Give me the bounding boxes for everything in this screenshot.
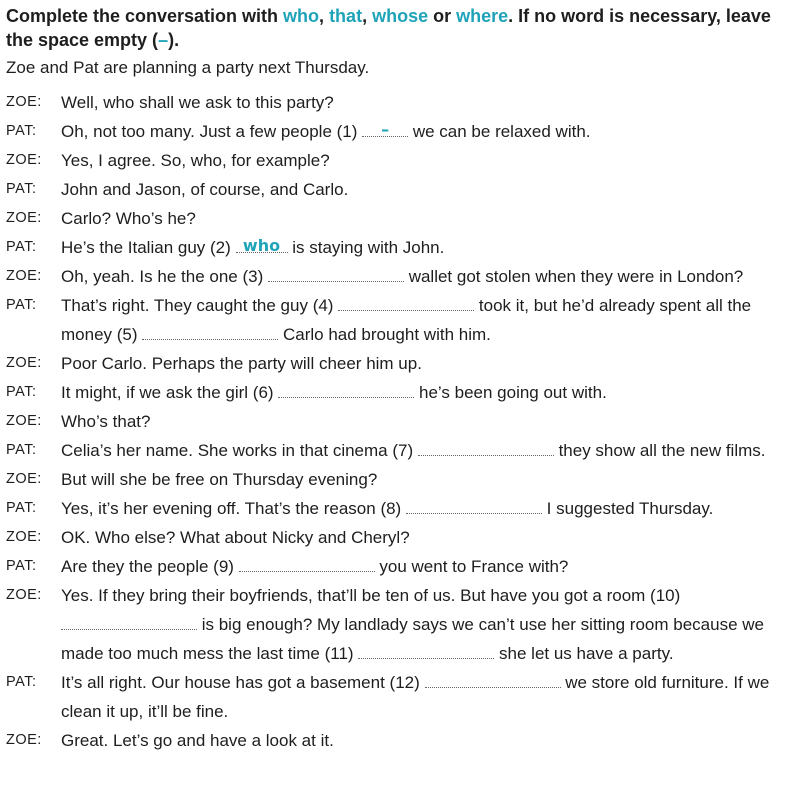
keyword-where: where bbox=[456, 6, 509, 26]
answer-blank-8[interactable] bbox=[406, 499, 542, 514]
line-text bbox=[61, 552, 796, 581]
line-text-part: Carlo had brought with him. bbox=[278, 325, 491, 344]
line-text bbox=[61, 668, 796, 726]
keyword-dash: – bbox=[158, 30, 169, 50]
line-text bbox=[61, 233, 796, 262]
speaker-zoe: ZOE: bbox=[6, 355, 42, 371]
instructions-text: Complete the conversation with bbox=[6, 6, 284, 26]
dialogue-turn bbox=[6, 233, 796, 262]
line-text bbox=[61, 378, 796, 407]
keyword-whose: whose bbox=[372, 6, 429, 26]
line-text-part: she let us have a party. bbox=[494, 644, 674, 663]
speaker-zoe: ZOE: bbox=[6, 529, 42, 545]
line-text-part: they show all the new films. bbox=[553, 441, 766, 460]
line-text bbox=[61, 436, 796, 465]
line-text: John and Jason, of course, and Carlo. bbox=[61, 180, 349, 199]
line-text: But will she be free on Thursday evening? bbox=[61, 470, 378, 489]
answer-blank-12[interactable] bbox=[425, 673, 561, 688]
line-text: Poor Carlo. Perhaps the party will cheer him up. bbox=[61, 354, 422, 373]
line-text: Who’s that? bbox=[61, 412, 151, 431]
line-text-part: That’s right. They caught the guy (4) bbox=[61, 296, 339, 315]
answer-blank-5[interactable] bbox=[142, 325, 278, 340]
speaker-zoe: ZOE: bbox=[6, 268, 42, 284]
line-text-part: Celia’s her name. She works in that cinema (7) bbox=[61, 441, 418, 460]
line-text bbox=[61, 117, 796, 146]
answer-blank-1[interactable] bbox=[362, 122, 408, 137]
speaker-pat: PAT: bbox=[6, 297, 37, 313]
line-text-part: wallet got stolen when they were in London? bbox=[403, 267, 744, 286]
dialogue-turn bbox=[6, 204, 796, 233]
speaker-zoe: ZOE: bbox=[6, 210, 42, 226]
answer-1: – bbox=[381, 120, 390, 139]
dialogue-turn bbox=[6, 465, 796, 494]
answer-blank-11[interactable] bbox=[358, 644, 494, 659]
line-text-part: It might, if we ask the girl (6) bbox=[61, 383, 279, 402]
line-text-part: he’s been going out with. bbox=[414, 383, 607, 402]
speaker-zoe: ZOE: bbox=[6, 413, 42, 429]
speaker-pat: PAT: bbox=[6, 384, 37, 400]
dialogue-turn bbox=[6, 117, 796, 146]
speaker-zoe: ZOE: bbox=[6, 94, 42, 110]
line-text: Great. Let’s go and have a look at it. bbox=[61, 731, 334, 750]
dialogue-turn bbox=[6, 494, 796, 523]
line-text-part: we can be relaxed with. bbox=[408, 122, 591, 141]
dialogue-turn bbox=[6, 668, 796, 726]
line-text-part: Yes, it’s her evening off. That’s the reason (8) bbox=[61, 499, 406, 518]
line-text bbox=[61, 494, 796, 523]
answer-blank-4[interactable] bbox=[338, 296, 474, 311]
intro-text: Zoe and Pat are planning a party next Thursday. bbox=[6, 58, 370, 77]
speaker-pat: PAT: bbox=[6, 123, 37, 139]
line-text-part: you went to France with? bbox=[374, 557, 569, 576]
line-text-part: took it, but he’d already spent all the money (5) bbox=[61, 296, 752, 344]
dialogue-turn bbox=[6, 291, 796, 349]
line-text bbox=[61, 291, 796, 349]
dialogue bbox=[6, 88, 796, 755]
speaker-pat: PAT: bbox=[6, 558, 37, 574]
line-text: Well, who shall we ask to this party? bbox=[61, 93, 334, 112]
dialogue-turn bbox=[6, 175, 796, 204]
dialogue-turn bbox=[6, 378, 796, 407]
speaker-pat: PAT: bbox=[6, 674, 37, 690]
speaker-pat: PAT: bbox=[6, 442, 37, 458]
line-text-part: I suggested Thursday. bbox=[541, 499, 714, 518]
line-text-part: is big enough? My landlady says we can’t use her sitting room because we made too much mess the last time (11) bbox=[61, 615, 764, 663]
dialogue-turn bbox=[6, 146, 796, 175]
dialogue-turn bbox=[6, 262, 796, 291]
line-text-part: Are they the people (9) bbox=[61, 557, 239, 576]
line-text bbox=[61, 262, 796, 291]
line-text bbox=[61, 581, 796, 668]
answer-blank-2[interactable] bbox=[236, 238, 288, 253]
speaker-pat: PAT: bbox=[6, 181, 37, 197]
keyword-who: who bbox=[283, 6, 320, 26]
answer-blank-6[interactable] bbox=[278, 383, 414, 398]
dialogue-turn bbox=[6, 436, 796, 465]
speaker-zoe: ZOE: bbox=[6, 587, 42, 603]
dialogue-turn bbox=[6, 726, 796, 755]
separator: , bbox=[319, 6, 330, 26]
line-text-part: He’s the Italian guy (2) bbox=[61, 238, 236, 257]
speaker-pat: PAT: bbox=[6, 500, 37, 516]
instructions-text: ). bbox=[168, 30, 180, 50]
dialogue-turn bbox=[6, 407, 796, 436]
dialogue-turn bbox=[6, 349, 796, 378]
line-text-part: we store old furniture. If we clean it up, it’ll be fine. bbox=[61, 673, 770, 721]
line-text: Yes, I agree. So, who, for example? bbox=[61, 151, 330, 170]
line-text-part: is staying with John. bbox=[287, 238, 445, 257]
answer-blank-10[interactable] bbox=[61, 615, 197, 630]
instructions bbox=[6, 4, 796, 52]
line-text: Carlo? Who’s he? bbox=[61, 209, 196, 228]
line-text: OK. Who else? What about Nicky and Cheryl? bbox=[61, 528, 410, 547]
answer-2: who bbox=[242, 236, 281, 255]
separator: , bbox=[362, 6, 373, 26]
answer-blank-7[interactable] bbox=[418, 441, 554, 456]
instructions-text: . If no word is necessary, leave the space empty ( bbox=[6, 6, 771, 50]
line-text-part: Oh, not too many. Just a few people (1) bbox=[61, 122, 363, 141]
dialogue-turn bbox=[6, 552, 796, 581]
dialogue-turn bbox=[6, 88, 796, 117]
line-text-part: Yes. If they bring their boyfriends, that’ll be ten of us. But have you got a room (10) bbox=[61, 586, 681, 605]
answer-blank-9[interactable] bbox=[239, 557, 375, 572]
speaker-zoe: ZOE: bbox=[6, 732, 42, 748]
separator: or bbox=[428, 6, 457, 26]
speaker-pat: PAT: bbox=[6, 239, 37, 255]
keyword-that: that bbox=[329, 6, 363, 26]
speaker-zoe: ZOE: bbox=[6, 152, 42, 168]
speaker-zoe: ZOE: bbox=[6, 471, 42, 487]
answer-blank-3[interactable] bbox=[268, 267, 404, 282]
line-text-part: Oh, yeah. Is he the one (3) bbox=[61, 267, 268, 286]
line-text-part: It’s all right. Our house has got a basement (12) bbox=[61, 673, 425, 692]
dialogue-turn bbox=[6, 581, 796, 668]
dialogue-turn bbox=[6, 523, 796, 552]
